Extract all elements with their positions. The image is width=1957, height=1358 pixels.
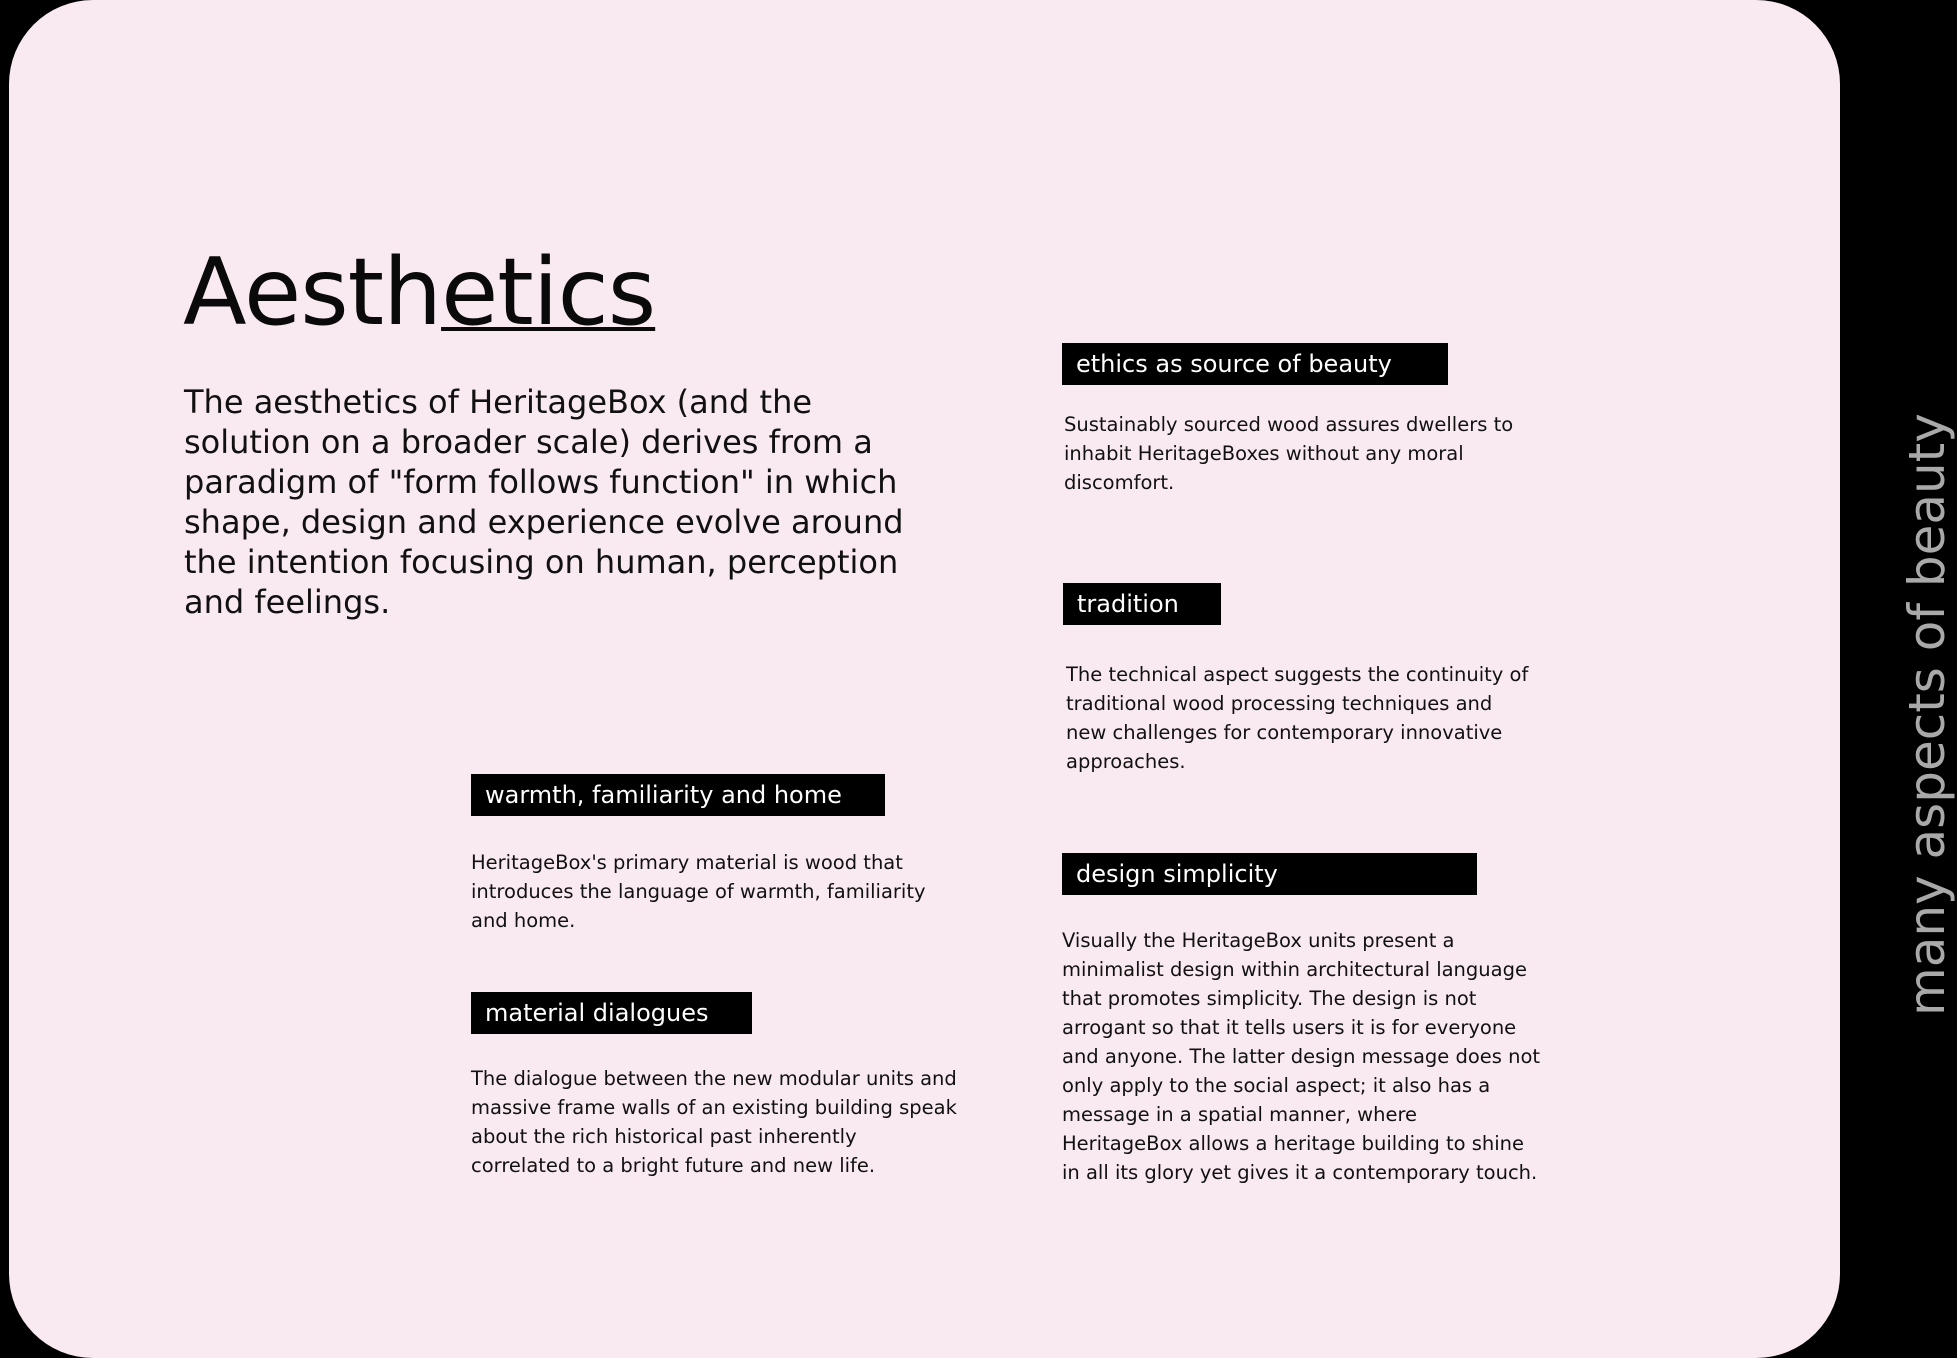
warmth-heading: warmth, familiarity and home: [471, 774, 885, 816]
intro-paragraph: The aesthetics of HeritageBox (and the solution on a broader scale) derives from a paradigm of "form follows function" in which shape, design and experience evolve around the intention focusing on human, perception and feelings.: [184, 383, 904, 621]
ethics-text: Sustainably sourced wood assures dwellers to inhabit HeritageBoxes without any moral discomfort.: [1064, 413, 1514, 494]
warmth-text: HeritageBox's primary material is wood that introduces the language of warmth, familiarity and home.: [471, 851, 926, 932]
ethics-heading: ethics as source of beauty: [1062, 343, 1448, 385]
side-label: many aspects of beauty: [1898, 413, 1956, 1016]
page-title-plain: Aesth: [183, 238, 442, 346]
material-text: The dialogue between the new modular units and massive frame walls of an existing building speak about the rich historical past inherently correlated to a bright future and new life.: [471, 1067, 957, 1177]
design-heading: design simplicity: [1062, 853, 1477, 895]
page-title: [183, 236, 655, 348]
material-heading: material dialogues: [471, 992, 752, 1034]
page-title-underlined: etics: [441, 238, 656, 346]
tradition-text: The technical aspect suggests the continuity of traditional wood processing techniques and new challenges for contemporary innovative approaches.: [1066, 663, 1529, 773]
design-text: Visually the HeritageBox units present a minimalist design within architectural language that promotes simplicity. The design is not arrogant so that it tells users it is for everyone and anyone. The latter design message does not only apply to the social aspect; it also has a message in a spatial manner, where HeritageBox allows a heritage building to shine in all its glory yet gives it a contemporary touch.: [1062, 929, 1541, 1184]
tradition-heading: tradition: [1063, 583, 1221, 625]
